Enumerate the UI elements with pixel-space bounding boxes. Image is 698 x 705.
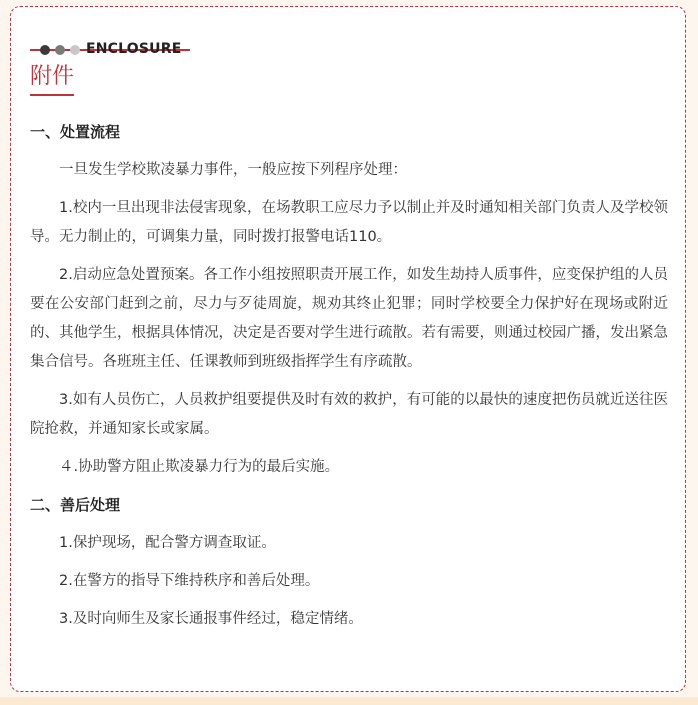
bottom-strip [0, 697, 698, 705]
paragraph: ４.协助警方阻止欺凌暴力行为的最后实施。 [59, 459, 340, 475]
paragraph: 3.及时向师生及家长通报事件经过，稳定情绪。 [59, 611, 363, 627]
page-title: 附件 [30, 62, 74, 96]
section-heading: 一、处置流程 [30, 123, 121, 141]
paragraph: 3.如有人员伤亡，人员救护组要提供及时有效的救护，有可能的以最快的速度把伤员就近送往医院抢救，并通知家长或家属。 [30, 392, 668, 437]
document-body [30, 118, 668, 643]
enclosure-label: ENCLOSURE [86, 41, 182, 57]
decoration-dot-mid [55, 45, 65, 55]
paragraph: 2.在警方的指导下维持秩序和善后处理。 [59, 573, 320, 589]
section-heading: 二、善后处理 [30, 496, 121, 514]
enclosure-decoration [30, 41, 192, 59]
decoration-dot-dark [40, 45, 50, 55]
paragraph: 2.启动应急处置预案。各工作小组按照职责开展工作，如发生劫持人质事件，应变保护组的人员要在公安部门赶到之前，尽力与歹徒周旋，规劝其终止犯罪；同时学校要全力保护好在现场或附近的、其他学生，根据具体情况，决定是否要对学生进行疏散。若有需要，则通过校园广播，发出紧急集合信号。各班班主任、任课教师到班级指挥学生有序疏散。 [30, 267, 668, 370]
paragraph: 一旦发生学校欺凌暴力事件，一般应按下列程序处理： [59, 162, 407, 178]
paragraph: 1.保护现场，配合警方调查取证。 [59, 535, 276, 551]
paragraph: 1.校内一旦出现非法侵害现象，在场教职工应尽力予以制止并及时通知相关部门负责人及学校领导。无力制止的，可调集力量，同时拨打报警电话110。 [30, 200, 668, 245]
decoration-dot-light [70, 45, 80, 55]
